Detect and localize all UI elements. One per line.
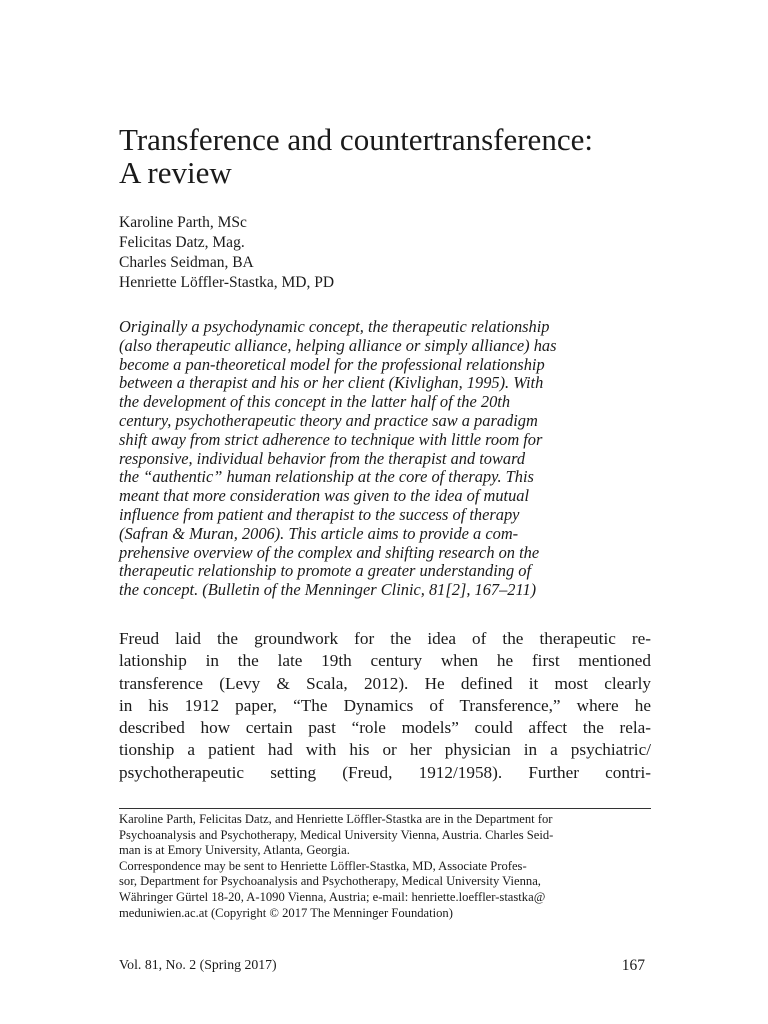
footnote-line: meduniwien.ac.at (Copyright © 2017 The Menninger Foundation) <box>119 905 453 920</box>
abstract-line: influence from patient and therapist to the success of therapy <box>119 504 520 524</box>
abstract-line: shift away from strict adherence to technique with little room for <box>119 429 543 449</box>
author: Charles Seidman, BA <box>119 254 254 271</box>
abstract-line: the development of this concept in the latter half of the 20th <box>119 392 511 412</box>
footnote-line: Währinger Gürtel 18-20, A-1090 Vienna, Austria; e-mail: henriette.loeffler-stastka@ <box>119 889 546 904</box>
footnote-line: Psychoanalysis and Psychotherapy, Medical University Vienna, Austria. Charles Seid- <box>119 827 554 842</box>
body-line: transference (Levy & Scala, 2012). He defined it most clearly <box>119 673 651 693</box>
body-line: Freud laid the groundwork for the idea of the therapeutic re- <box>119 629 651 648</box>
abstract-line: the concept. (Bulletin of the Menninger Clinic, 81[2], 167–211) <box>119 580 537 600</box>
page-number: 167 <box>621 957 645 974</box>
footnote-line: Correspondence may be sent to Henriette Löffler-Stastka, MD, Associate Profes- <box>119 858 527 873</box>
abstract-line: become a pan-theoretical model for the professional relationship <box>119 354 545 374</box>
abstract-line: prehensive overview of the complex and shifting research on the <box>119 542 540 562</box>
author-list <box>119 213 334 293</box>
abstract-line: century, psychotherapeutic theory and practice saw a paradigm <box>119 410 538 430</box>
author: Karoline Parth, MSc <box>119 214 247 231</box>
body-paragraph <box>119 628 651 784</box>
footnote-divider <box>119 808 651 809</box>
abstract-line: (Safran & Muran, 2006). This article aims to provide a com- <box>119 523 519 543</box>
abstract-line: responsive, individual behavior from the therapist and toward <box>119 448 526 468</box>
body-line: in his 1912 paper, “The Dynamics of Transference,” where he <box>119 695 651 715</box>
abstract-line: between a therapist and his or her client (Kivlighan, 1995). With <box>119 373 544 393</box>
abstract-line: meant that more consideration was given to the idea of mutual <box>119 486 530 506</box>
abstract-line: the “authentic” human relationship at the core of therapy. This <box>119 467 534 487</box>
page-footer <box>119 957 651 977</box>
journal-citation: Vol. 81, No. 2 (Spring 2017) <box>119 957 277 972</box>
body-line: tionship a patient had with his or her physician in a psychiatric/ <box>119 740 651 760</box>
abstract-line: (also therapeutic alliance, helping alliance or simply alliance) has <box>119 335 557 355</box>
title-line: A review <box>119 155 232 190</box>
author-footnote <box>119 812 651 921</box>
body-line: psychotherapeutic setting (Freud, 1912/1958). Further contri- <box>119 762 651 782</box>
author: Felicitas Datz, Mag. <box>119 234 245 251</box>
abstract-line: therapeutic relationship to promote a greater understanding of <box>119 561 532 581</box>
footnote-line: Karoline Parth, Felicitas Datz, and Henriette Löffler-Stastka are in the Department for <box>119 812 553 826</box>
abstract-line: Originally a psychodynamic concept, the therapeutic relationship <box>119 317 550 336</box>
title-line: Transference and countertransference: <box>119 122 593 157</box>
footnote-line: sor, Department for Psychoanalysis and Psychotherapy, Medical University Vienna, <box>119 874 541 889</box>
author: Henriette Löffler-Stastka, MD, PD <box>119 274 335 291</box>
footnote-line: man is at Emory University, Atlanta, Georgia. <box>119 843 350 858</box>
article-title <box>119 123 651 189</box>
article-page <box>119 0 651 1024</box>
body-line: lationship in the late 19th century when he first mentioned <box>119 651 651 671</box>
body-line: described how certain past “role models” could affect the rela- <box>119 718 651 738</box>
abstract <box>119 318 651 600</box>
